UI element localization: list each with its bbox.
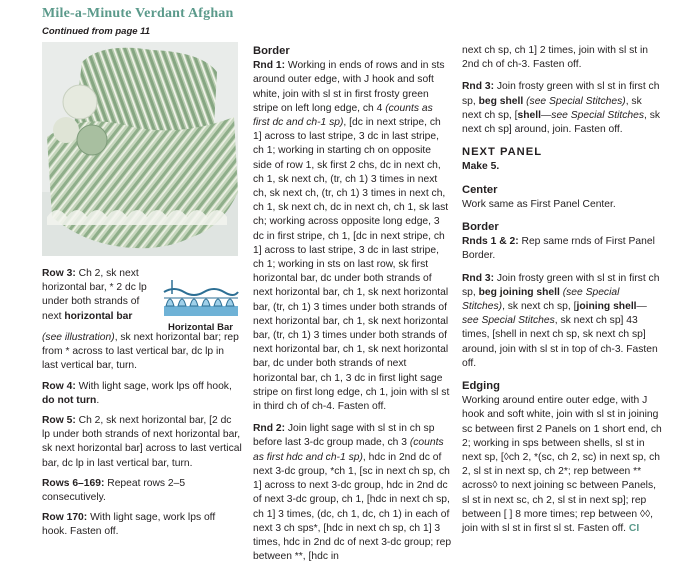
- rnd-2-instruction: Rnd 2: Join light sage with sl st in ch sp before last 3-dc group made, ch 3 (counts as first hdc and ch-1 sp), hdc in 2nd dc of next 3-dc group, *ch 1, [sc in next ch sp, ch 1] across to next 3-dc group, hdc in 2nd dc of next 3-dc group, ch 1, [hdc in next ch sp, ch 1] 3 times, (dc, ch 1, dc, ch 1) in each of next 3 ch sps*, [hdc in next ch sp, ch 1] 3 times, hdc in 2nd dc of next 3-dc group; rep between **, [hdc in: [253, 423, 452, 563]
- column-1: (see illustration), sk next horizontal bar; rep from * across to last vertical bar, dc lp in last vertical bar, turn. Row 4: With light sage, work lps off hook, do not turn. Row 5: Ch 2, sk next horizontal bar, [2 dc lp under both strands of next horizontal bar, sk next horizontal bar] across to last vertical bar, dc lp in last vertical bar, turn. Rows 6–169: Repeat rows 2–5 consecutively. Row 170: With light sage, work lps off hook. Fasten off.: [42, 338, 242, 546]
- column-2: [253, 44, 452, 572]
- rnd-2-continued: next ch sp, ch 1] 2 times, join with sl st in 2nd ch of ch-3. Fasten off.: [462, 45, 648, 71]
- row-170-instruction: Row 170: With light sage, work lps off hook. Fasten off.: [42, 512, 216, 538]
- afghan-photo: [42, 42, 238, 256]
- end-mark: CI: [628, 523, 640, 535]
- make-5-note: Make 5.: [462, 161, 500, 173]
- center-heading: Center: [462, 183, 498, 196]
- rnd-1-instruction: Rnd 1: Working in ends of rows and in sts around outer edge, with J hook and soft white, join with sl st in first frosty green stripe on left long edge, ch 4 (counts as first dc and ch-1 sp), [dc in next stripe, ch 1] across to last stripe, 3 dc in last stripe, ch 1; working in starting ch on opposite side of row 1, sk first 2 chs, dc in next ch, ch 1, sk next ch, (tr, ch 1) 3 times in next ch, sk next ch, (tr, ch 1) 3 times in next ch, ch 1, sk next ch, dc in next ch, ch 1, sk last ch; working across opposite long edge, 3 dc in first stripe, ch 1, [dc in next stripe, ch 1] across to last stripe, 3 dc in last stripe, ch 1; working in sts on last row, sk first horizontal bar, dc under both strands of next horizontal bar, ch 1, sk next horizontal bar, (tr, ch 1) 3 times under both strands of next horizontal bar, ch 1, sk next horizontal bar, (tr, ch 1) 3 times under both strands of next horizontal bar, ch 1, sk next horizontal bar, dc under both strands of next horizontal bar, ch 1, 3 dc in first light sage stripe on first long edge, ch 1, join with sl st in third ch of ch-4. Fasten off.: [253, 60, 450, 413]
- row-4-instruction: Row 4: With light sage, work lps off hook, do not turn.: [42, 380, 232, 406]
- border-heading-2: Border: [462, 221, 499, 234]
- border-heading: Border: [253, 45, 290, 57]
- rnd-3-instruction: Rnd 3: Join frosty green with sl st in first ch sp, beg shell (see Special Stitches), sk next ch sp, [shell—see Special Stitches, sk next ch sp] around, join. Fasten off.: [462, 81, 661, 136]
- rows-6-169-instruction: Rows 6–169: Repeat rows 2–5 consecutively.: [42, 477, 186, 504]
- rnds-1-2-instruction: Rnds 1 & 2: Rep same rnds of First Panel Border.: [462, 236, 655, 262]
- column-3: [462, 44, 662, 544]
- rnd-3-joining-instruction: Rnd 3: Join frosty green with sl st in first ch sp, beg joining shell (see Special Stitches), sk next ch sp, [joining shell—see Special Stitches, sk next ch sp] 43 times, [shell in next ch sp, sk next ch sp] around, join with sl st in top of ch-3. Fasten off.: [462, 272, 660, 369]
- next-panel-heading: NEXT PANEL: [462, 146, 543, 159]
- edging-heading: Edging: [462, 380, 500, 393]
- center-instruction: Work same as First Panel Center.: [462, 198, 616, 210]
- row-3-instruction: Row 3: Ch 2, sk next horizontal bar, * 2 dc lp under both strands of next horizontal bar: [42, 268, 147, 322]
- page-title: Mile-a-Minute Verdant Afghan: [42, 6, 234, 21]
- illustration-label: Horizontal Bar: [168, 322, 233, 333]
- row-5-instruction: Row 5: Ch 2, sk next horizontal bar, [2 dc lp under both strands of next horizontal bar, sk next horizontal bar] across to last vertical bar, dc lp in last vertical bar, turn.: [42, 415, 242, 469]
- continued-note: Continued from page 11: [42, 26, 151, 37]
- edging-instruction: Working around entire outer edge, with J hook and soft white, join with sl st in joining sc between first 2 Panels on 1 short end, ch 2; working in sps between shells, sl st in next sp, [◊ch 2, *(sc, ch 2, sc) in next sp, ch 2, sl st in next sp, ch 2*; rep between ** across◊ to next joining sc between Panels, sl st in next sc, ch 2, sl st in next sp]; rep between [ ] 8 more times; rep between ◊◊, join with sl st in first sl st. Fasten off. CI: [462, 395, 662, 535]
- horizontal-bar-illustration: [162, 272, 240, 320]
- column-1-top: [42, 267, 160, 330]
